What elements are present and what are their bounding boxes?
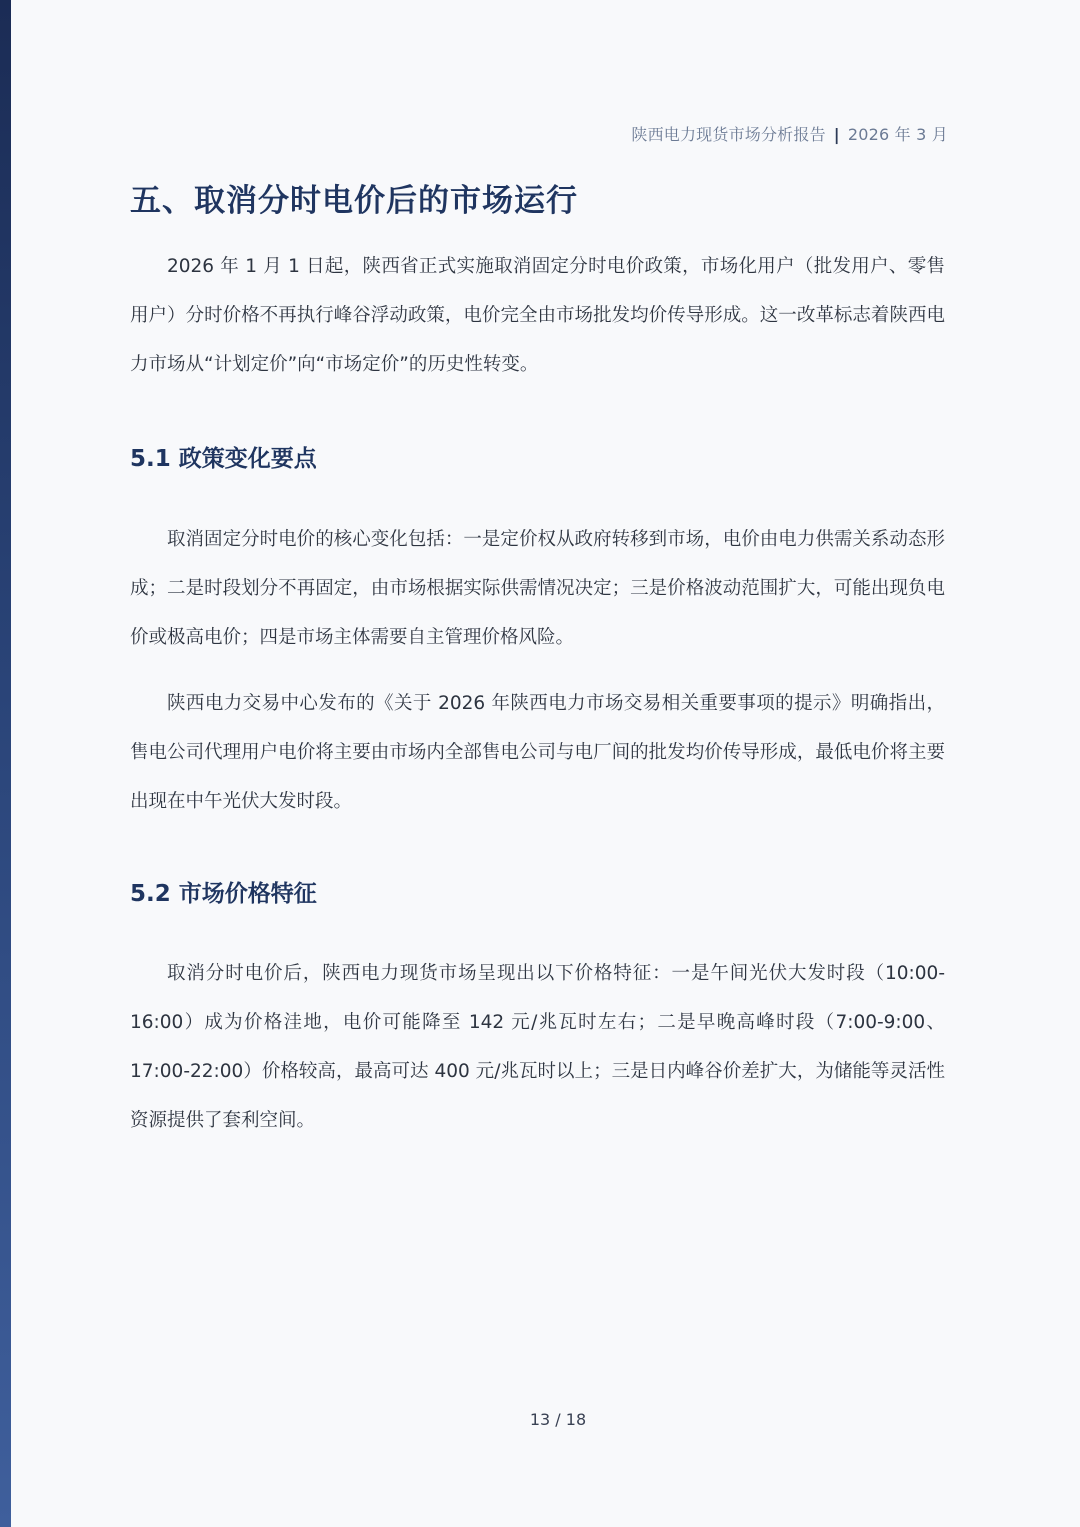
page-number: 13 / 18 [529, 1410, 587, 1429]
section-intro-paragraph: 2026 年 1 月 1 日起，陕西省正式实施取消固定分时电价政策，市场化用户（批发用户、零售用户）分时价格不再执行峰谷浮动政策，电价完全由市场批发均价传导形成。这一改革标志着陕西电力市场从“计划定价”向“市场定价”的历史性转变。 [130, 256, 945, 375]
subsection-title-5-2: 5.2 市场价格特征 [130, 881, 317, 907]
report-title: 陕西电力现货市场分析报告 [631, 125, 826, 144]
subsection-title-5-1: 5.1 政策变化要点 [130, 446, 317, 472]
paragraph: 取消固定分时电价的核心变化包括：一是定价权从政府转移到市场，电价由电力供需关系动态形成；二是时段划分不再固定，由市场根据实际供需情况决定；三是价格波动范围扩大，可能出现负电价或极高电价；四是市场主体需要自主管理价格风险。 [130, 529, 945, 648]
running-header [631, 122, 948, 145]
paragraph: 取消分时电价后，陕西电力现货市场呈现出以下价格特征：一是午间光伏大发时段（10:00-16:00）成为价格洼地，电价可能降至 142 元/兆瓦时左右；二是早晚高峰时段（7:00-9:00、17:00-22:00）价格较高，最高可达 400 元/兆瓦时以上；三是日内峰谷价差扩大，为储能等灵活性资源提供了套利空间。 [130, 963, 945, 1131]
report-date: 2026 年 3 月 [847, 125, 948, 144]
page-content [130, 176, 945, 1145]
side-accent-bar [0, 0, 11, 1527]
section-title: 五、取消分时电价后的市场运行 [130, 183, 578, 219]
paragraph: 陕西电力交易中心发布的《关于 2026 年陕西电力市场交易相关重要事项的提示》明确指出，售电公司代理用户电价将主要由市场内全部售电公司与电厂间的批发均价传导形成，最低电价将主要出现在中午光伏大发时段。 [130, 693, 945, 812]
header-separator: | [833, 125, 840, 144]
